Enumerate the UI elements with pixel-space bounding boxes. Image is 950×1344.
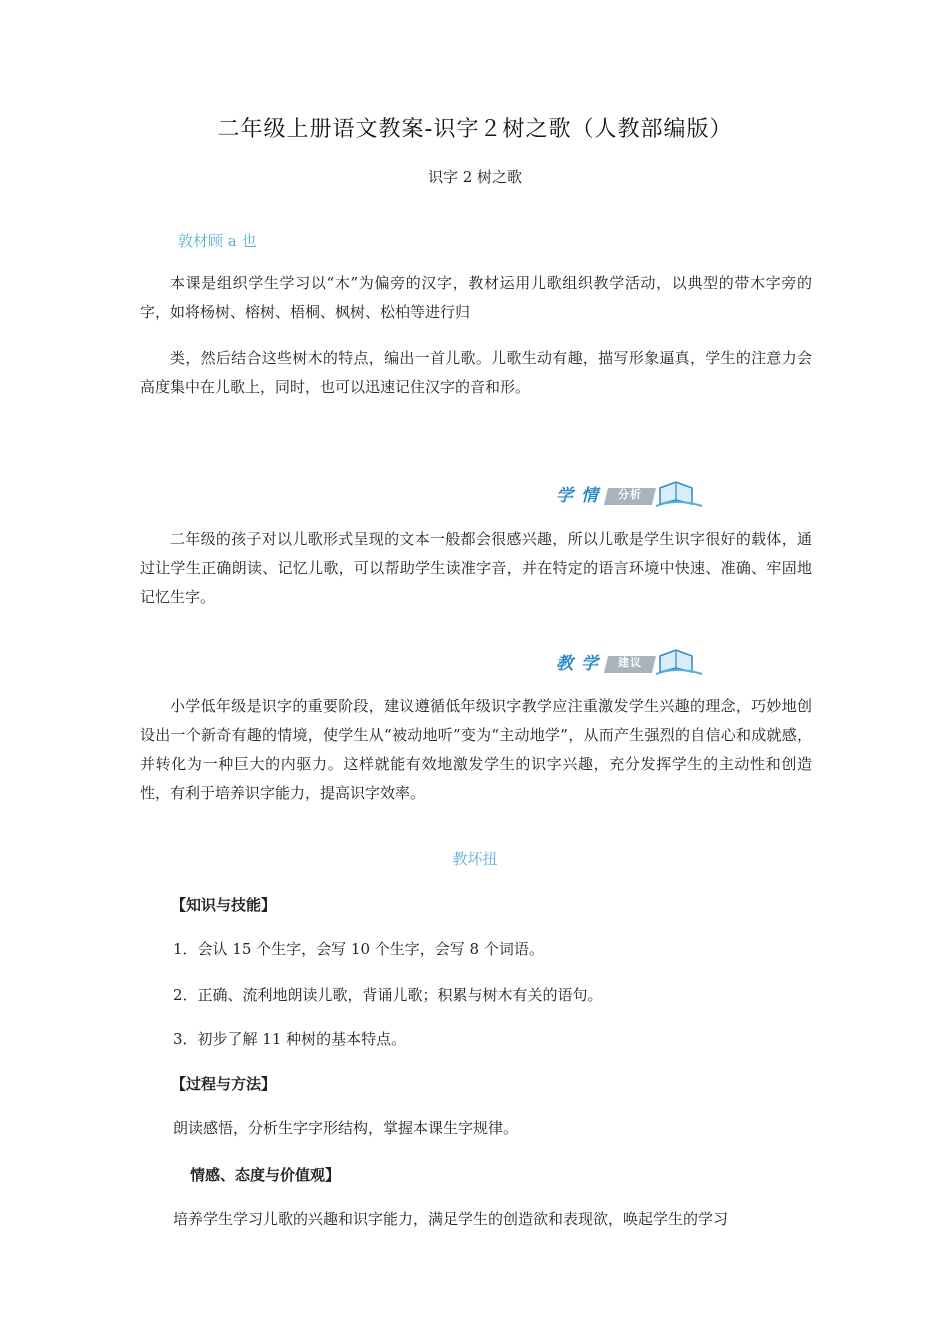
heading-process: 【过程与方法】 bbox=[171, 1075, 277, 1093]
heading-knowledge: 【知识与技能】 bbox=[171, 896, 277, 914]
section-label-textbook: 敦材顾 a 也 bbox=[178, 232, 257, 250]
paragraph-emotion: 培养学生学习儿歌的兴趣和识字能力，满足学生的创造欲和表现欲，唤起学生的学习 bbox=[173, 1210, 729, 1228]
knowledge-item-3: 3．初步了解 11 种树的基本特点。 bbox=[173, 1030, 407, 1048]
paragraph-textbook-1: 本课是组织学生学习以“木”为偏旁的汉字，教材运用儿歌组织教学活动，以典型的带木字旁的字，如将杨树、榕树、梧桐、枫树、松柏等进行归 bbox=[140, 274, 812, 321]
book-icon bbox=[656, 650, 702, 674]
book-icon bbox=[656, 482, 702, 506]
paragraph-teaching-suggestion: 小学低年级是识字的重要阶段，建议遵循低年级识字教学应注重激发学生兴趣的理念，巧妙地创设出一个新奇有趣的情境，使学生从“被动地听”变为“主动地学”，从而产生强烈的自信心和成就感，并转化为一种巨大的内驱力。这样就能有效地激发学生的识字兴趣，充分发挥学生的主动性和创造性，有利于培养识字能力，提高识字效率。 bbox=[140, 697, 812, 802]
banner-student-analysis bbox=[556, 478, 706, 508]
paragraph-process: 朗读感悟，分析生字字形结构，掌握本课生字规律。 bbox=[173, 1119, 519, 1137]
knowledge-item-1: 1．会认 15 个生字，会写 10 个生字，会写 8 个词语。 bbox=[173, 940, 544, 958]
banner-student-analysis-sub: 分析 bbox=[618, 488, 642, 501]
heading-emotion: 情感、态度与价值观】 bbox=[190, 1166, 341, 1184]
document-title: 二年级上册语文教案-识字２树之歌（人教部编版） bbox=[217, 117, 733, 142]
section-label-goals: 教坏扭 bbox=[452, 850, 498, 868]
banner-teaching-suggestion bbox=[556, 646, 706, 676]
document-subtitle: 识字 2 树之歌 bbox=[427, 168, 523, 186]
knowledge-item-2: 2．正确、流利地朗读儿歌，背诵儿歌；积累与树木有关的语句。 bbox=[173, 986, 603, 1004]
paragraph-textbook-2: 类，然后结合这些树木的特点，编出一首儿歌。儿歌生动有趣，描写形象逼真，学生的注意力会高度集中在儿歌上，同时，也可以迅速记住汉字的音和形。 bbox=[140, 349, 812, 396]
paragraph-student-analysis: 二年级的孩子对以儿歌形式呈现的文本一般都会很感兴趣，所以儿歌是学生识字很好的载体，通过让学生正确朗读、记忆儿歌，可以帮助学生读准字音，并在特定的语言环境中快速、准确、牢固地记忆生字。 bbox=[140, 530, 812, 606]
banner-student-analysis-main: 学情 bbox=[556, 486, 606, 506]
banner-teaching-suggestion-main: 教学 bbox=[556, 654, 606, 674]
banner-teaching-suggestion-sub: 建议 bbox=[618, 656, 642, 669]
